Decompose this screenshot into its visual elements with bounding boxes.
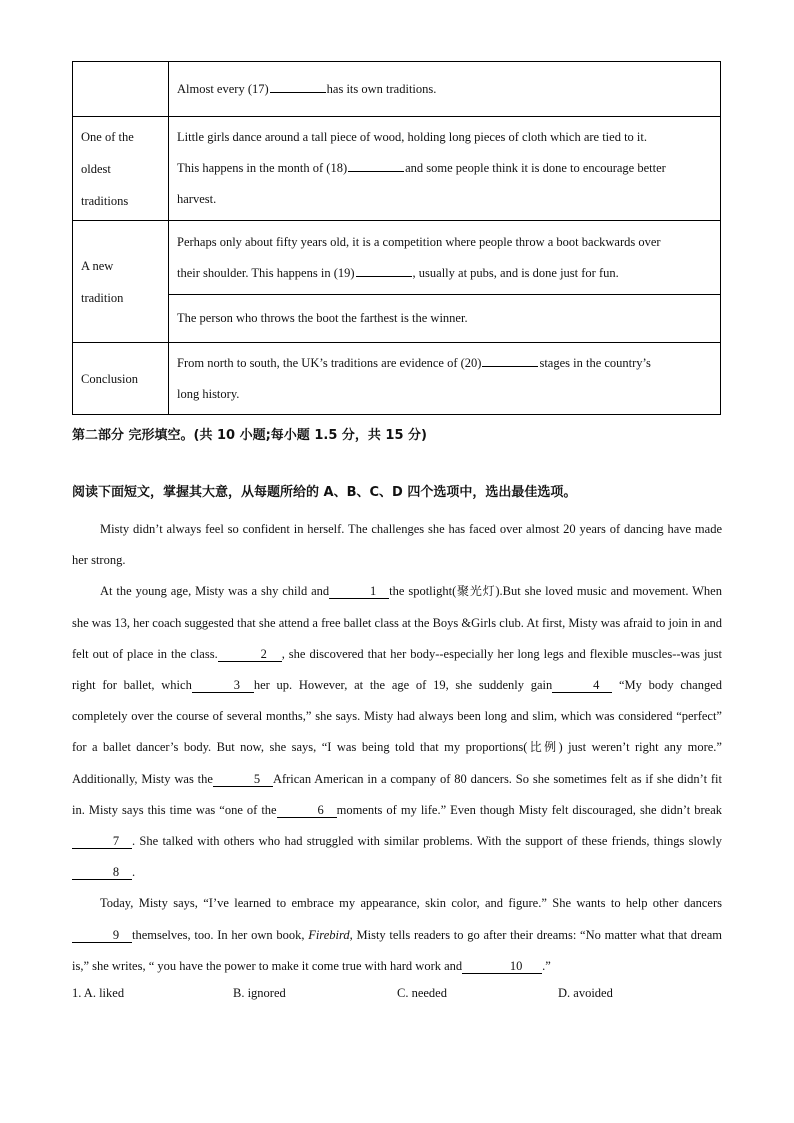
row-label <box>73 62 169 117</box>
cloze-blank-6: 6 <box>277 803 337 818</box>
paragraph-3: Today, Misty says, “I’ve learned to embrace my appearance, skin color, and figure.” She wants to help other dancers9 themselves, too. In her own book, Firebird, Misty tells readers to go after their dreams: “No matter what that dream is,” she writes, “ you have the power to make it come true with hard work and 10 .” <box>72 896 723 973</box>
table-row <box>73 295 721 343</box>
option-b[interactable]: B. ignored <box>233 986 286 1000</box>
section-title: 第二部分 完形填空。(共 10 小题;每小题 1.5 分，共 15 分) <box>72 428 427 443</box>
cloze-blank-10: 10 <box>462 959 542 974</box>
cloze-blank-5: 5 <box>213 772 273 787</box>
cloze-blank-2: 2 <box>218 647 282 662</box>
option-c[interactable]: C. needed <box>397 986 447 1000</box>
paragraph-2: At the young age, Misty was a shy child and 1 the spotlight(聚光灯).But she loved music and movement. When she was 13, her coach suggested that she attend a free ballet class at the Boys &Girls club. At first, Misty was afraid to join in and felt out of place in the class. 2 , she discovered that her body--especially her long legs and flexible muscles--was just right for ballet, which 3 her up. However, at the age of 19, she suddenly gain 4 “My body changed completely over the course of several months,” she says. Misty had always been long and slim, which was considered “perfect” for a ballet dancer’s body. But now, she says, “I was being told that my proportions(比例) just weren’t right any more.” Additionally, Misty was the 5 African American in a company of 80 dancers. So she sometimes felt as if she didn’t fit in. Misty says this time was “one of the 6 moments of my life.” Even though Misty felt discouraged, she didn’t break7 . She talked with others who had struggled with similar problems. With the support of these friends, things slowly8 . <box>72 584 723 880</box>
section-instruction: 阅读下面短文，掌握其大意，从每题所给的 A、B、C、D 四个选项中，选出最佳选项。 <box>72 485 577 500</box>
row-content: From north to south, the UK’s traditions are evidence of (20) stages in the country’s long history. <box>169 343 721 415</box>
answer-blank-19 <box>356 265 412 277</box>
table-row <box>73 62 721 117</box>
cloze-passage <box>72 514 722 982</box>
row-content: Perhaps only about fifty years old, it is a competition where people throw a boot backwards over their shoulder. This happens in (19) , usually at pubs, and is done just for fun. <box>169 221 721 295</box>
book-title: Firebird, <box>308 927 353 942</box>
cloze-blank-1: 1 <box>329 584 389 599</box>
table-row <box>73 221 721 295</box>
answer-blank-20 <box>482 355 538 367</box>
row-label: Conclusion <box>73 343 169 415</box>
cloze-blank-4: 4 <box>552 678 612 693</box>
row-label: One of the oldest traditions <box>73 117 169 221</box>
cloze-blank-7: 7 <box>72 834 132 849</box>
option-d[interactable]: D. avoided <box>558 986 613 1000</box>
answer-blank-17 <box>270 81 326 93</box>
row-content: Almost every (17) has its own traditions. <box>169 62 721 117</box>
answer-blank-18 <box>348 160 404 172</box>
table-row <box>73 343 721 415</box>
traditions-table <box>72 61 721 415</box>
table-row <box>73 117 721 221</box>
cloze-blank-9: 9 <box>72 928 132 943</box>
row-label: A new tradition <box>73 221 169 343</box>
cloze-blank-8: 8 <box>72 865 132 880</box>
option-a[interactable]: 1. A. liked <box>72 986 125 1000</box>
cloze-blank-3: 3 <box>192 678 254 693</box>
paragraph-1: Misty didn’t always feel so confident in herself. The challenges she has faced over almost 20 years of dancing have made her strong. <box>72 522 722 568</box>
row-content: Little girls dance around a tall piece of wood, holding long pieces of cloth which are tied to it. This happens in the month of (18) and some people think it is done to encourage better harvest. <box>169 117 721 221</box>
row-content: The person who throws the boot the farthest is the winner. <box>169 295 721 343</box>
